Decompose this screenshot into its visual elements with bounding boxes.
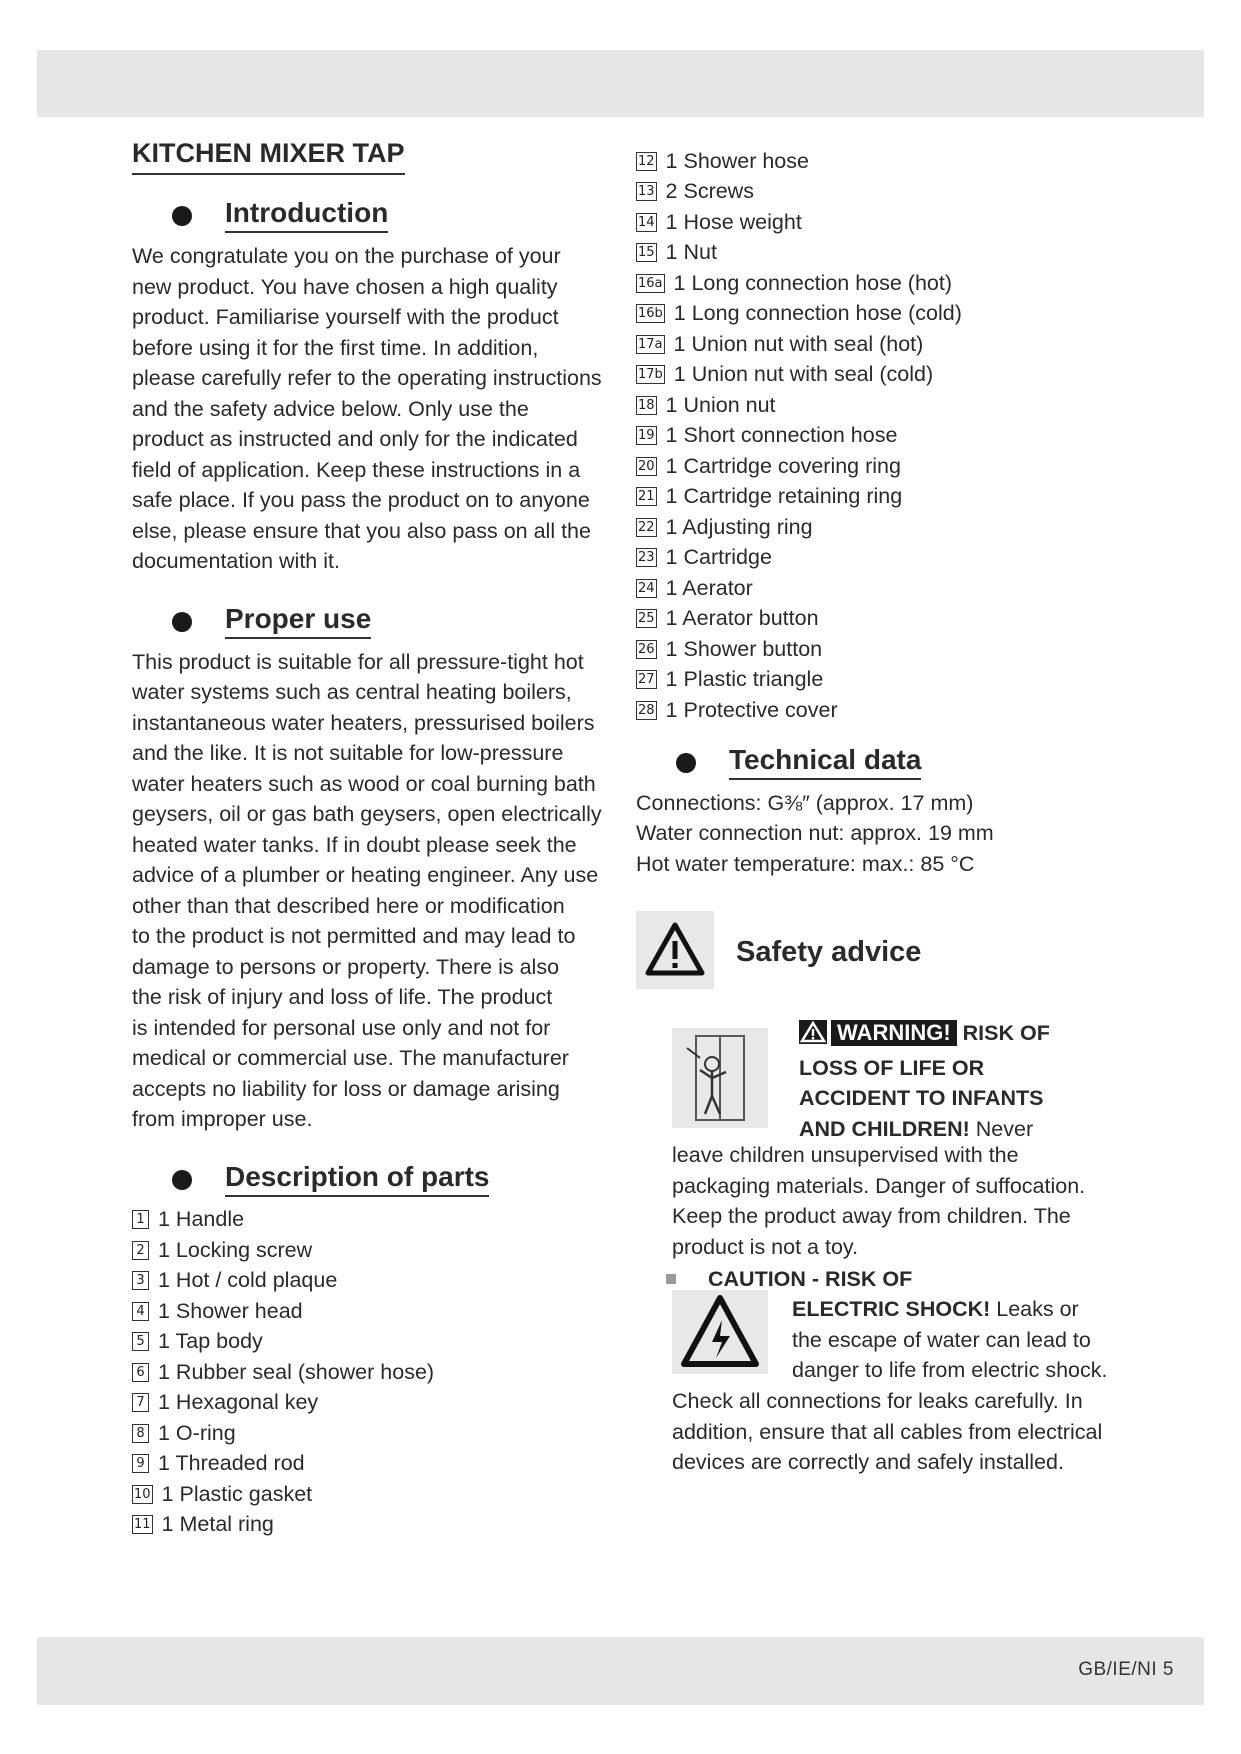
intro-title: Introduction <box>225 197 388 233</box>
part-label: 1 O-ring <box>158 1420 236 1445</box>
paragraph-line: Hot water temperature: max.: 85 °C <box>636 851 975 876</box>
proper-use-paragraph <box>132 647 612 1135</box>
part-item <box>132 1205 612 1236</box>
paragraph-line: the risk of injury and loss of life. The product <box>132 985 553 1009</box>
part-item <box>636 329 1196 360</box>
paragraph-line: medical or commercial use. The manufacturer <box>132 1046 569 1070</box>
part-label: 1 Adjusting ring <box>665 514 813 539</box>
paragraph-line: packaging materials. Danger of suffocation. <box>672 1173 1086 1198</box>
safety-heading <box>636 911 1196 995</box>
paragraph-line: water systems such as central heating boilers, <box>132 680 572 704</box>
paragraph-line: please carefully refer to the operating instructions <box>132 366 602 390</box>
footer-band <box>37 1637 1204 1705</box>
part-number-badge: 12 <box>638 153 655 169</box>
paragraph-line: devices are correctly and safely installed. <box>672 1450 1064 1474</box>
part-item <box>636 665 1196 696</box>
warning-badge: WARNING! <box>831 1020 957 1046</box>
part-label: 1 Long connection hose (hot) <box>673 270 953 295</box>
warning-line-1 <box>799 1018 1219 1053</box>
part-number-badge: 7 <box>132 1393 149 1412</box>
part-item <box>636 543 1196 574</box>
part-label: 1 Tap body <box>158 1329 263 1354</box>
part-item <box>636 695 1196 726</box>
tech-title: Technical data <box>729 744 921 780</box>
part-number-badge: 13 <box>638 184 655 200</box>
paragraph-line: before using it for the first time. In addition, <box>132 335 539 360</box>
part-item <box>636 573 1196 604</box>
paragraph-line: from improper use. <box>132 1107 313 1131</box>
part-number-badge: 14 <box>638 214 655 230</box>
part-number-badge: 6 <box>132 1363 149 1382</box>
caution-line-3: the escape of water can lead to <box>792 1327 1091 1352</box>
part-number-badge: 16a <box>638 275 663 291</box>
warning-emphasis: AND CHILDREN! <box>799 1116 970 1141</box>
part-item <box>132 1296 612 1327</box>
paragraph-line: addition, ensure that all cables from electrical <box>672 1419 1103 1444</box>
part-label: 1 Aerator button <box>665 606 819 631</box>
part-label: 1 Aerator <box>665 575 753 600</box>
part-item <box>132 1418 612 1449</box>
warning-body <box>672 1140 1212 1262</box>
part-number-badge: 23 <box>638 550 655 566</box>
part-label: 1 Cartridge retaining ring <box>665 484 903 509</box>
tech-data <box>636 788 1196 880</box>
part-item <box>636 634 1196 665</box>
part-number-badge: 25 <box>638 611 655 627</box>
paragraph-line: leave children unsupervised with the <box>672 1143 1019 1167</box>
square-bullet-icon <box>666 1274 676 1284</box>
part-number-badge: 24 <box>638 580 655 596</box>
part-item <box>636 238 1196 269</box>
electric-shock-icon <box>672 1290 768 1374</box>
warning-line-3: ACCIDENT TO INFANTS <box>799 1086 1044 1110</box>
part-item <box>636 360 1196 391</box>
caution-body <box>672 1386 1212 1478</box>
warning-text: Never <box>969 1116 1034 1141</box>
part-number-badge: 16b <box>638 306 663 322</box>
proper-use-heading <box>132 603 612 643</box>
warning-triangle-small-icon <box>799 1020 827 1053</box>
part-number-badge: 10 <box>134 1486 151 1502</box>
warning-triangle-icon <box>636 911 714 989</box>
paragraph-line: else, please ensure that you also pass on all the <box>132 518 591 543</box>
part-item <box>132 1479 612 1510</box>
bullet-icon <box>172 612 192 632</box>
part-label: 1 Short connection hose <box>665 423 898 448</box>
part-item <box>636 390 1196 421</box>
paragraph-line: Connections: G⅜″ (approx. 17 mm) <box>636 790 974 815</box>
part-item <box>132 1235 612 1266</box>
part-item <box>132 1327 612 1358</box>
paragraph-line: damage to persons or property. There is also <box>132 954 560 979</box>
part-number-badge: 27 <box>638 672 655 688</box>
paragraph-line: and the safety advice below. Only use the <box>132 396 529 421</box>
paragraph-line: to the product is not permitted and may lead to <box>132 924 576 948</box>
part-number-badge: 26 <box>638 641 655 657</box>
part-label: 1 Cartridge covering ring <box>665 453 901 478</box>
paragraph-line: field of application. Keep these instructions in a <box>132 457 581 482</box>
paragraph-line: Water connection nut: approx. 19 mm <box>636 821 994 845</box>
paragraph-line: heated water tanks. If in doubt please seek the <box>132 832 577 857</box>
part-number-badge: 19 <box>638 428 655 444</box>
part-label: 1 Union nut with seal (cold) <box>673 362 934 387</box>
part-number-badge: 2 <box>132 1241 149 1260</box>
paragraph-line: We congratulate you on the purchase of your <box>132 244 561 268</box>
part-item <box>132 1266 612 1297</box>
paragraph-line: geysers, oil or gas bath geysers, open electrically <box>132 802 602 826</box>
intro-heading <box>132 197 612 237</box>
part-label: 1 Cartridge <box>665 545 772 570</box>
paragraph-line: product as instructed and only for the indicated <box>132 427 578 451</box>
proper-use-title: Proper use <box>225 603 371 639</box>
part-number-badge: 21 <box>638 489 655 505</box>
paragraph-line: other than that described here or modification <box>132 893 565 918</box>
part-label: 1 Hose weight <box>665 209 802 234</box>
part-number-badge: 28 <box>638 702 655 718</box>
paragraph-line: new product. You have chosen a high quality <box>132 274 558 299</box>
part-label: 2 Screws <box>665 179 754 204</box>
part-label: 1 Nut <box>665 240 717 265</box>
part-number-badge: 11 <box>134 1517 151 1533</box>
caution-line-1: CAUTION - RISK OF <box>708 1267 913 1291</box>
part-label: 1 Union nut with seal (hot) <box>673 331 924 356</box>
paragraph-line: advice of a plumber or heating engineer. Any use <box>132 863 599 887</box>
parts-list-right <box>636 146 1196 726</box>
part-number-badge: 4 <box>132 1302 149 1321</box>
part-number-badge: 9 <box>132 1454 149 1473</box>
part-number-badge: 17a <box>638 336 663 352</box>
paragraph-line: product is not a toy. <box>672 1234 859 1259</box>
paragraph-line: instantaneous water heaters, pressurised boilers <box>132 710 595 735</box>
part-item <box>636 421 1196 452</box>
part-number-badge: 1 <box>132 1210 149 1229</box>
part-item <box>636 451 1196 482</box>
paragraph-line: is intended for personal use only and not for <box>132 1015 551 1040</box>
bullet-icon <box>172 206 192 226</box>
part-label: 1 Locking screw <box>158 1237 313 1262</box>
paragraph-line: and the like. It is not suitable for low-pressure <box>132 741 564 765</box>
paragraph-line: accepts no liability for loss or damage arising <box>132 1076 560 1101</box>
paragraph-line: safe place. If you pass the product on to anyone <box>132 488 590 512</box>
paragraph-line: Check all connections for leaks carefully. In <box>672 1389 1083 1413</box>
part-number-badge: 3 <box>132 1271 149 1290</box>
part-item <box>636 268 1196 299</box>
part-item <box>132 1449 612 1480</box>
part-number-badge: 8 <box>132 1424 149 1443</box>
part-label: 1 Handle <box>158 1207 245 1232</box>
part-item <box>636 207 1196 238</box>
part-number-badge: 5 <box>132 1332 149 1351</box>
part-label: 1 Shower button <box>665 636 823 661</box>
paragraph-line: documentation with it. <box>132 549 340 573</box>
part-label: 1 Threaded rod <box>158 1451 305 1476</box>
part-item <box>636 482 1196 513</box>
tech-heading <box>636 744 1196 784</box>
part-number-badge: 18 <box>638 397 655 413</box>
part-label: 1 Plastic triangle <box>665 667 824 692</box>
part-label: 1 Protective cover <box>665 697 838 722</box>
part-item <box>636 177 1196 208</box>
safety-title: Safety advice <box>736 936 922 968</box>
part-label: 1 Plastic gasket <box>161 1481 313 1506</box>
paragraph-line: This product is suitable for all pressure-tight hot <box>132 649 584 674</box>
part-label: 1 Metal ring <box>161 1512 274 1537</box>
part-label: 1 Rubber seal (shower hose) <box>158 1359 435 1384</box>
paragraph-line: water heaters such as wood or coal burning bath <box>132 771 596 796</box>
caution-emphasis: ELECTRIC SHOCK! <box>792 1297 991 1321</box>
part-item <box>132 1357 612 1388</box>
parts-heading <box>132 1161 612 1201</box>
right-column <box>636 146 1196 995</box>
intro-paragraph <box>132 241 612 577</box>
page-number: GB/IE/NI 5 <box>1078 1659 1174 1680</box>
part-item <box>132 1388 612 1419</box>
part-item <box>636 299 1196 330</box>
part-label: 1 Shower head <box>158 1298 303 1323</box>
caution-text: Leaks or <box>990 1297 1079 1321</box>
part-number-badge: 20 <box>638 458 655 474</box>
part-item <box>132 1510 612 1541</box>
part-label: 1 Union nut <box>665 392 776 417</box>
bullet-icon <box>676 753 696 773</box>
warning-line-2: LOSS OF LIFE OR <box>799 1055 985 1080</box>
paragraph-line: product. Familiarise yourself with the product <box>132 305 559 329</box>
parts-list-left <box>132 1205 612 1541</box>
document-title: KITCHEN MIXER TAP <box>132 138 405 175</box>
caution-line-4: danger to life from electric shock. <box>792 1358 1108 1382</box>
child-window-warning-icon <box>672 1028 768 1128</box>
part-label: 1 Hexagonal key <box>158 1390 319 1415</box>
part-item <box>636 604 1196 635</box>
warning-text: RISK OF <box>962 1021 1050 1045</box>
caution-line-2 <box>792 1294 1212 1325</box>
part-number-badge: 15 <box>638 245 655 261</box>
part-label: 1 Long connection hose (cold) <box>673 301 962 326</box>
bullet-icon <box>172 1170 192 1190</box>
left-column <box>132 138 612 1540</box>
part-label: 1 Shower hose <box>665 148 809 173</box>
part-item <box>636 512 1196 543</box>
part-label: 1 Hot / cold plaque <box>158 1268 338 1293</box>
part-item <box>636 146 1196 177</box>
parts-title: Description of parts <box>225 1161 489 1197</box>
part-number-badge: 22 <box>638 519 655 535</box>
header-band <box>37 50 1204 117</box>
part-number-badge: 17b <box>638 367 663 383</box>
paragraph-line: Keep the product away from children. The <box>672 1204 1071 1228</box>
